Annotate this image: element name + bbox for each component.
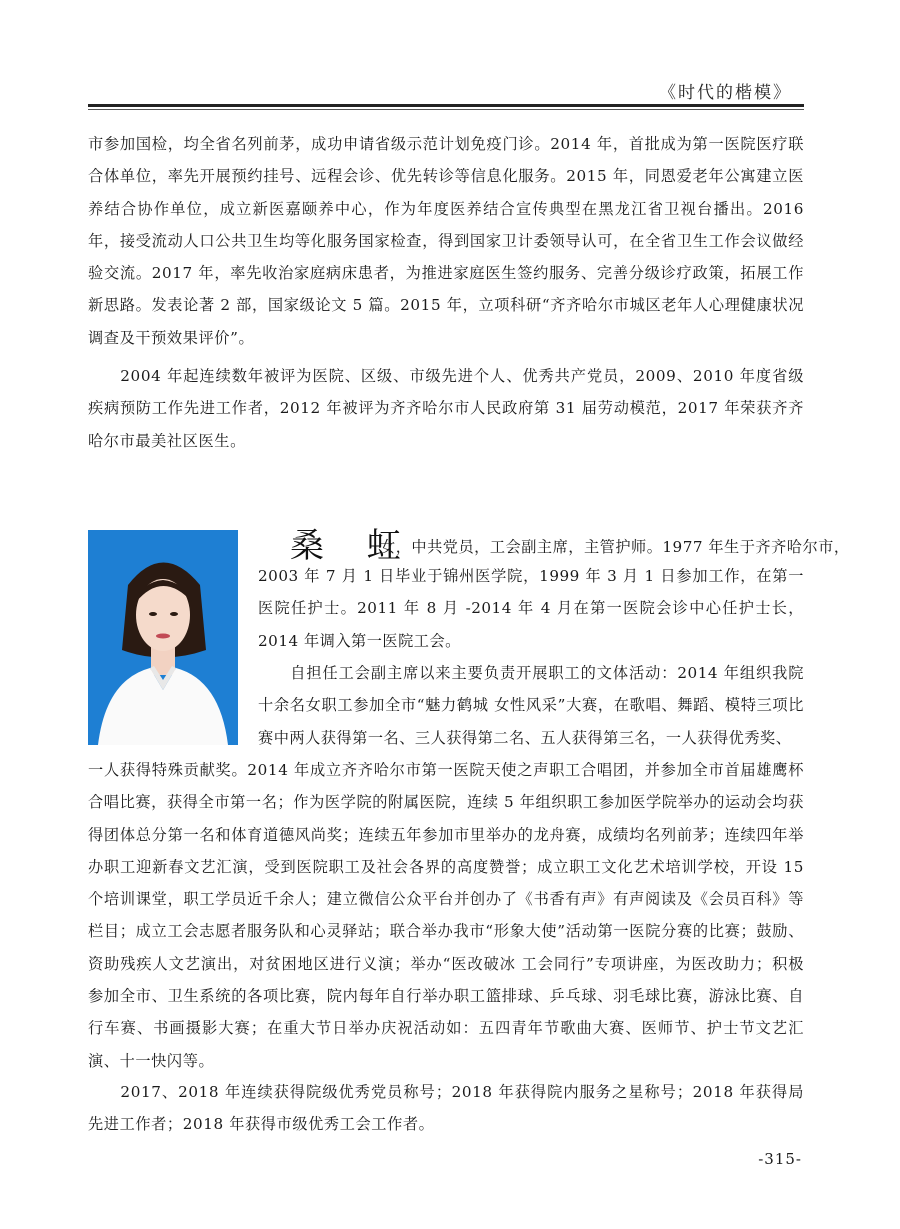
paragraph-awards: 2004 年起连续数年被评为医院、区级、市级先进个人、优秀共产党员，2009、2010 年度省级疾病预防工作先进工作者，2012 年被评为齐齐哈尔市人民政府第 31 届劳动模范，2017 年荣获齐齐哈尔市最美社区医生。 — [88, 367, 804, 450]
profile-activities-start: 自担任工会副主席以来主要负责开展职工的文体活动：2014 年组织我院十余名女职工参加全市“魅力鹤城 女性风采”大赛，在歌唱、舞蹈、模特三项比赛中两人获得第一名、三人获得第二名、五人获得第三名，一人获得优秀奖、 — [258, 664, 804, 747]
profile-honors: 2017、2018 年连续获得院级优秀党员称号；2018 年获得院内服务之星称号；2018 年获得局先进工作者；2018 年获得市级优秀工会工作者。 — [88, 1083, 804, 1134]
portrait-figure — [88, 530, 238, 745]
profile-activities: 一人获得特殊贡献奖。2014 年成立齐齐哈尔市第一医院天使之声职工合唱团，并参加全市首届雄鹰杯合唱比赛，获得全市第一名；作为医学院的附属医院，连续 5 年组织职工参加医学院举办的运动会均获得团体总分第一名和体育道德风尚奖；连续五年参加市里举办的龙舟赛，成绩均名列前茅；连续四年举办职工迎新春文艺汇演，受到医院职工及社会各界的高度赞誉；成立职工文化艺术培训学校，开设 15 个培训课堂，职工学员近千余人；建立微信公众平台并创办了《书香有声》有声阅读及《会员百科》等栏目；成立工会志愿者服务队和心灵驿站；联合举办我市“形象大使”活动第一医院分赛的比赛；鼓励、资助残疾人文艺演出，对贫困地区进行义演；举办“医改破冰 工会同行”专项讲座，为医改助力；积极参加全市、卫生系统的各项比赛，院内每年自行举办职工篮排球、乒乓球、羽毛球比赛，游泳比赛、自行车赛、书画摄影大赛；在重大节日举办庆祝活动如：五四青年节歌曲大赛、医师节、护士节文艺汇演、十一快闪等。 — [88, 761, 804, 1070]
header-rule-thick — [88, 104, 804, 107]
page-number: -315- — [758, 1150, 802, 1168]
portrait-photo — [88, 530, 238, 745]
header-rule-thin — [88, 109, 804, 110]
paragraph-continued: 市参加国检，均全省名列前茅，成功申请省级示范计划免疫门诊。2014 年，首批成为第一医院医疗联合体单位，率先开展预约挂号、远程会诊、优先转诊等信息化服务。2015 年，同恩爱老年公寓建立医养结合协作单位，成立新医嘉颐养中心，作为年度医养结合宣传典型在黑龙江省卫视台播出。2016 年，接受流动人口公共卫生均等化服务国家检查，得到国家卫计委领导认可，在全省卫生工作会议做经验交流。2017 年，率先收治家庭病床患者，为推进家庭医生签约服务、完善分级诊疗政策，拓展工作新思路。发表论著 2 部，国家级论文 5 篇。2015 年，立项科研“齐齐哈尔市城区老年人心理健康状况调查及干预效果评价”。 — [88, 135, 804, 347]
profile-intro: 2003 年 7 月 1 日毕业于锦州医学院，1999 年 3 月 1 日参加工作，在第一医院任护士。2011 年 8 月 -2014 年 4 月在第一医院会诊中心任护士长，2014 年调入第一医院工会。 — [258, 567, 804, 650]
profile-intro-first-line: 女，中共党员，工会副主席，主管护师。1977 年生于齐齐哈尔市， — [380, 538, 850, 556]
profile-name: 桑 虹 — [290, 526, 417, 566]
header-title: 《时代的楷模》 — [659, 83, 792, 103]
